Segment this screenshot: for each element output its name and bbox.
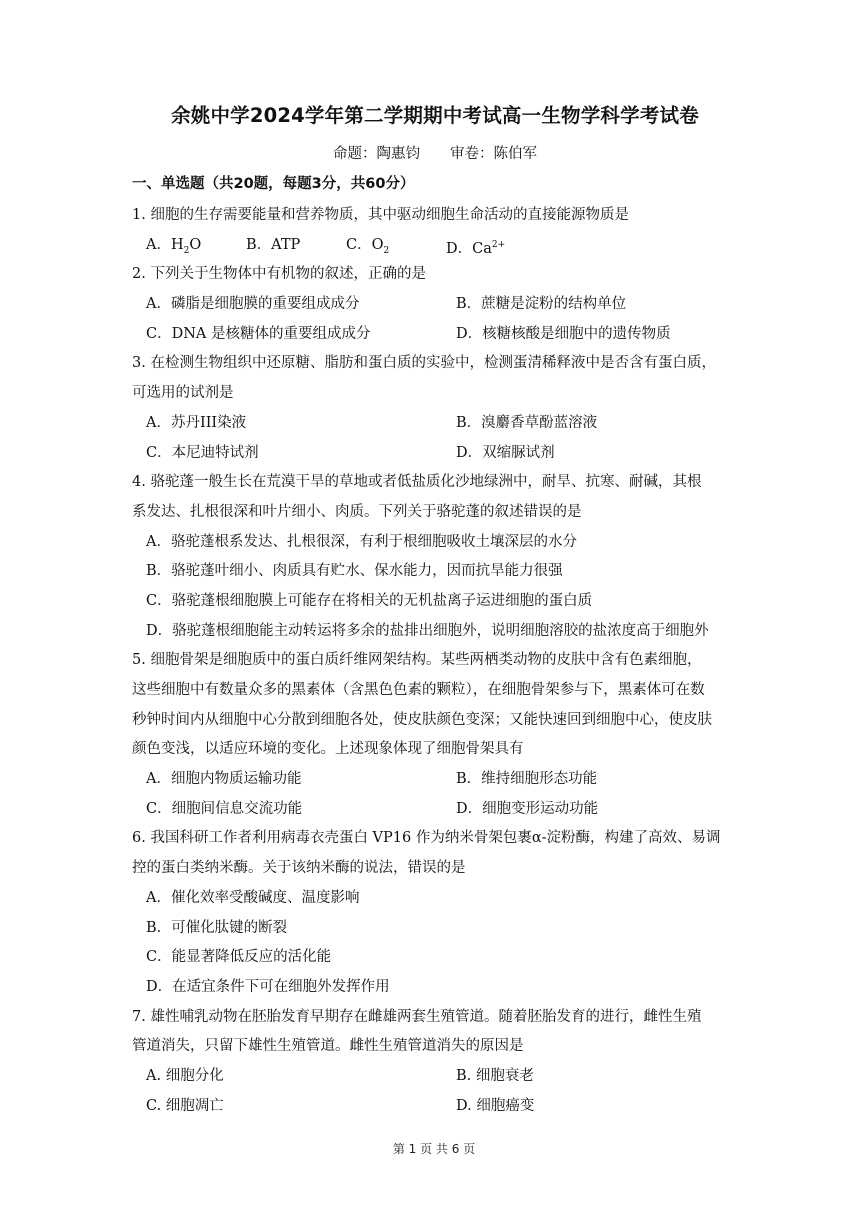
exam-authors — [132, 142, 738, 163]
question-7-options-row1 — [132, 1062, 738, 1092]
question-5-stem-line1: 5. 细胞骨架是细胞质中的蛋白质纤维网架结构。某些两栖类动物的皮肤中含有色素细胞， — [132, 652, 702, 669]
q4-option-d: D．骆驼蓬根细胞能主动转运将多余的盐排出细胞外，说明细胞溶胶的盐浓度高于细胞外 — [146, 622, 709, 639]
q4-option-a: A．骆驼蓬根系发达、扎根很深，有利于根细胞吸收土壤深层的水分 — [146, 533, 577, 550]
question-7-stem-line2: 管道消失，只留下雄性生殖管道。雌性生殖管道消失的原因是 — [132, 1038, 524, 1055]
question-7-stem-line1: 7. 雄性哺乳动物在胚胎发育早期存在雌雄两套生殖管道。随着胚胎发育的进行，雌性生殖 — [132, 1008, 702, 1025]
q3-option-b: B．溴麝香草酚蓝溶液 — [456, 414, 598, 431]
question-6-stem-line2: 控的蛋白类纳米酶。关于该纳米酶的说法，错误的是 — [132, 860, 466, 877]
section-heading: 一、单选题（共20题，每题3分，共60分） — [132, 176, 415, 192]
q4-option-b: B．骆驼蓬叶细小、肉质具有贮水、保水能力，因而抗旱能力很强 — [146, 563, 563, 580]
q5-option-b: B．维持细胞形态功能 — [456, 771, 598, 788]
question-5-options-row1 — [132, 765, 738, 795]
question-2-options-row1 — [132, 290, 738, 320]
question-3-options-row1 — [132, 409, 738, 439]
q7-option-d: D. 细胞癌变 — [456, 1097, 535, 1114]
q2-option-b: B．蔗糖是淀粉的结构单位 — [456, 296, 627, 313]
question-4-stem-line1: 4. 骆驼蓬一般生长在荒漠干旱的草地或者低盐质化沙地绿洲中，耐旱、抗寒、耐碱，其根 — [132, 474, 702, 491]
q2-option-a: A．磷脂是细胞膜的重要组成成分 — [146, 296, 360, 313]
exam-title: 余姚中学2024学年第二学期期中考试高一生物学科学考试卷 — [171, 104, 699, 127]
q7-option-a: A. 细胞分化 — [146, 1067, 224, 1084]
question-1-stem: 1. 细胞的生存需要能量和营养物质，其中驱动细胞生命活动的直接能源物质是 — [132, 207, 629, 223]
question-3-stem-line1: 3. 在检测生物组织中还原糖、脂肪和蛋白质的实验中，检测蛋清稀释液中是否含有蛋白质， — [132, 355, 716, 372]
page-number: 第 1 页 共 6 页 — [392, 1142, 476, 1156]
q7-option-c: C. 细胞凋亡 — [146, 1097, 224, 1114]
q1-option-c: C．$O_2$ — [346, 236, 390, 256]
question-1-options — [132, 231, 738, 261]
question-5-stem-line2: 这些细胞中有数量众多的黑素体（含黑色色素的颗粒），在细胞骨架参与下，黑素体可在数 — [132, 682, 705, 698]
question-5-options-row2 — [132, 795, 738, 825]
q3-option-a: A．苏丹III染液 — [146, 414, 247, 431]
q1-option-b: B．ATP — [246, 236, 301, 253]
question-2-stem: 2. 下列关于生物体中有机物的叙述，正确的是 — [132, 266, 426, 283]
q1-option-a: A．$H_2O$ — [146, 236, 202, 256]
question-3-stem-line2: 可选用的试剂是 — [132, 385, 234, 402]
question-3-options-row2 — [132, 439, 738, 469]
q6-option-d: D．在适宜条件下可在细胞外发挥作用 — [146, 978, 390, 995]
question-6-stem-line1: 6. 我国科研工作者利用病毒衣壳蛋白 VP16 作为纳米骨架包裹α-淀粉酶，构建了高效、易调 — [132, 830, 721, 847]
question-4-stem-line2: 系发达、扎根很深和叶片细小、肉质。下列关于骆驼蓬的叙述错误的是 — [132, 503, 582, 520]
setter-label: 命题：陶惠钧 — [333, 146, 420, 162]
q1-option-d: D．$Ca^{2+}$ — [446, 239, 506, 257]
q5-option-c: C．细胞间信息交流功能 — [146, 800, 303, 817]
q3-option-c: C．本尼迪特试剂 — [146, 444, 259, 461]
q4-option-c: C．骆驼蓬根细胞膜上可能存在将相关的无机盐离子运进细胞的蛋白质 — [146, 592, 593, 609]
q6-option-b: B．可催化肽键的断裂 — [146, 919, 288, 936]
question-5-stem-line3: 秒钟时间内从细胞中心分散到细胞各处，使皮肤颜色变深；又能快速回到细胞中心，使皮肤 — [132, 711, 712, 728]
q5-option-a: A．细胞内物质运输功能 — [146, 771, 302, 788]
q3-option-d: D．双缩脲试剂 — [456, 444, 555, 461]
q2-option-c: C．DNA 是核糖体的重要组成成分 — [146, 325, 371, 342]
reviewer-label: 审卷：陈伯军 — [450, 146, 537, 162]
q6-option-a: A．催化效率受酸碱度、温度影响 — [146, 889, 360, 906]
q5-option-d: D．细胞变形运动功能 — [456, 800, 599, 817]
question-2-options-row2 — [132, 320, 738, 350]
question-7-options-row2 — [132, 1092, 738, 1122]
question-5-stem-line4: 颜色变浅，以适应环境的变化。上述现象体现了细胞骨架具有 — [132, 741, 524, 758]
q2-option-d: D．核糖核酸是细胞中的遗传物质 — [456, 325, 671, 342]
q6-option-c: C．能显著降低反应的活化能 — [146, 949, 332, 966]
q7-option-b: B. 细胞衰老 — [456, 1067, 534, 1084]
